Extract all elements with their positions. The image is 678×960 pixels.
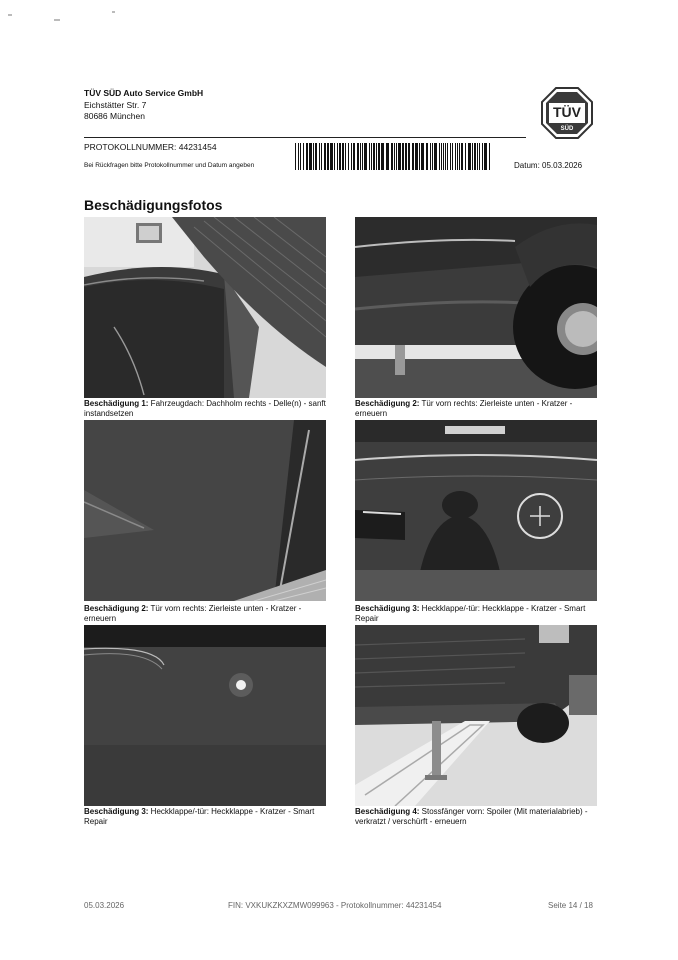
barcode-bar <box>345 143 346 170</box>
barcode-bar <box>430 143 431 170</box>
barcode-bar <box>445 143 446 170</box>
barcode-bar <box>321 143 322 170</box>
inquiry-hint: Bei Rückfragen bitte Protokollnummer und Datum angeben <box>84 162 255 169</box>
footer-date: 05.03.2026 <box>84 901 125 910</box>
barcode-bar <box>457 143 458 170</box>
barcode-bar <box>432 143 433 170</box>
barcode-bar <box>315 143 317 170</box>
damage-caption-5 <box>84 807 332 826</box>
document-date: Datum: 05.03.2026 <box>514 161 583 170</box>
caption-text: Heckklappe/-tür: Heckklappe - Kratzer - Smart Repair <box>355 604 586 623</box>
caption-text: Heckklappe/-tür: Heckklappe - Kratzer - Smart Repair <box>84 807 315 826</box>
barcode-bar <box>398 143 401 170</box>
barcode-bar <box>342 143 344 170</box>
scan-speck <box>112 11 115 13</box>
barcode-bar <box>357 143 359 170</box>
damage-caption-4 <box>355 604 603 623</box>
footer-page-number: Seite 14 / 18 <box>548 901 593 910</box>
barcode-bar <box>303 143 304 170</box>
barcode-bar <box>337 143 338 170</box>
caption-label: Beschädigung 2: <box>84 604 149 613</box>
caption-label: Beschädigung 2: <box>355 399 420 408</box>
company-street: Eichstätter Str. 7 <box>84 99 147 110</box>
logo-sud-text: SÜD <box>560 126 574 132</box>
barcode-bar <box>369 143 370 170</box>
damage-caption-1 <box>84 399 332 418</box>
barcode-bar <box>339 143 341 170</box>
damage-photo-1 <box>84 217 326 398</box>
barcode-bar <box>313 143 314 170</box>
barcode-bar <box>459 143 460 170</box>
barcode-bar <box>295 143 296 170</box>
damage-photo-2 <box>355 217 597 398</box>
barcode-bar <box>364 143 367 170</box>
barcode-bar <box>482 143 483 170</box>
scan-speck <box>54 19 60 21</box>
barcode-bar <box>371 143 372 170</box>
header-divider <box>84 137 526 138</box>
barcode-bar <box>360 143 361 170</box>
company-city: 80686 München <box>84 111 145 121</box>
barcode-bar <box>412 143 414 170</box>
barcode-bar <box>298 143 299 170</box>
caption-text: Stossfänger vorn: Spoiler (Mit materialabrieb) - verkratzt / verschürft - erneuern <box>355 807 588 826</box>
barcode-bar <box>319 143 320 170</box>
barcode-bar <box>439 143 440 170</box>
barcode-bar <box>334 143 335 170</box>
barcode-bar <box>391 143 393 170</box>
caption-text: Tür vorn rechts: Zierleiste unten - Kratzer - erneuern <box>84 604 302 623</box>
barcode-bar <box>484 143 487 170</box>
barcode-bar <box>396 143 397 170</box>
caption-label: Beschädigung 3: <box>355 604 420 613</box>
barcode-bar <box>452 143 453 170</box>
barcode-bar <box>405 143 407 170</box>
barcode-bar <box>447 143 448 170</box>
barcode-bar <box>419 143 420 170</box>
damage-photo-3 <box>84 420 326 601</box>
barcode-bar <box>351 143 352 170</box>
barcode-bar <box>441 143 442 170</box>
barcode-bar <box>461 143 463 170</box>
company-address <box>84 88 203 123</box>
barcode-bar <box>327 143 329 170</box>
footer-fin-protocol: FIN: VXKUKZKXZMW099963 - Protokollnummer: 44231454 <box>228 901 442 910</box>
damage-photo-6 <box>355 625 597 806</box>
caption-label: Beschädigung 1: <box>84 399 149 408</box>
barcode-bar <box>386 143 389 170</box>
logo-tuv-text: TÜV <box>553 104 581 120</box>
damage-photo-4 <box>355 420 597 601</box>
barcode-bar <box>362 143 363 170</box>
barcode-bar <box>353 143 355 170</box>
barcode-bar <box>408 143 410 170</box>
barcode-bar <box>465 143 466 170</box>
barcode-bar <box>402 143 404 170</box>
section-title: Beschädigungsfotos <box>84 197 223 213</box>
barcode-bar <box>443 143 444 170</box>
barcode-bar <box>434 143 437 170</box>
barcode-bar <box>300 143 301 170</box>
barcode-bar <box>381 143 384 170</box>
damage-caption-2 <box>355 399 603 418</box>
barcode-bar <box>394 143 395 170</box>
barcode-bar <box>309 143 312 170</box>
barcode-bar <box>324 143 326 170</box>
barcode-bar <box>477 143 478 170</box>
barcode-bar <box>330 143 333 170</box>
barcode-bar <box>455 143 456 170</box>
barcode-bar <box>489 143 490 170</box>
barcode-bar <box>348 143 349 170</box>
damage-photo-5 <box>84 625 326 806</box>
tuv-sud-logo <box>540 86 594 140</box>
barcode-bar <box>479 143 480 170</box>
scan-speck <box>8 14 12 16</box>
barcode-bar <box>378 143 380 170</box>
barcode-bar <box>376 143 377 170</box>
barcode-bar <box>474 143 476 170</box>
damage-caption-3 <box>84 604 332 623</box>
barcode-bar <box>373 143 375 170</box>
caption-label: Beschädigung 3: <box>84 807 149 816</box>
barcode <box>295 143 491 170</box>
caption-label: Beschädigung 4: <box>355 807 420 816</box>
barcode-bar <box>468 143 471 170</box>
barcode-bar <box>450 143 451 170</box>
barcode-bar <box>472 143 473 170</box>
barcode-bar <box>421 143 424 170</box>
barcode-bar <box>426 143 428 170</box>
protocol-number: PROTOKOLLNUMMER: 44231454 <box>84 142 217 152</box>
company-name: TÜV SÜD Auto Service GmbH <box>84 88 204 98</box>
caption-text: Tür vorn rechts: Zierleiste unten - Kratzer - erneuern <box>355 399 573 418</box>
barcode-bar <box>306 143 308 170</box>
barcode-bar <box>415 143 418 170</box>
damage-caption-6 <box>355 807 603 826</box>
caption-text: Fahrzeugdach: Dachholm rechts - Delle(n) - sanft instandsetzen <box>84 399 326 418</box>
